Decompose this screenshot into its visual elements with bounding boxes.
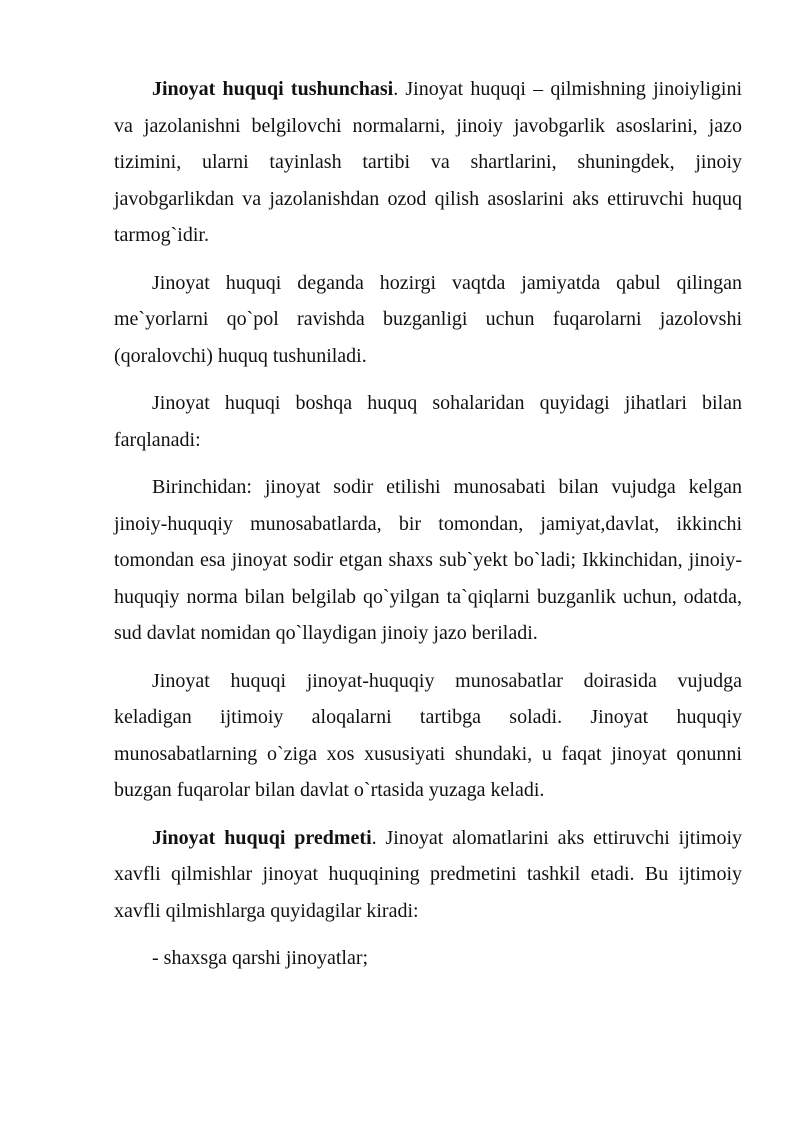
- section-heading-subject: Jinoyat huquqi predmeti: [152, 826, 372, 849]
- paragraph-text: Jinoyat huquqi deganda hozirgi vaqtda jamiyatda qabul qilingan me`yorlarni qo`pol ravishda buzganligi uchun fuqarolarni jazolovshi (qoralovchi) huquq tushuniladi.: [114, 271, 742, 367]
- list-item: [114, 940, 742, 977]
- section-heading-concept: Jinoyat huquqi tushunchasi: [152, 78, 394, 100]
- paragraph-relations: [114, 663, 742, 809]
- document-page: [114, 71, 742, 988]
- paragraph-text: . Jinoyat alomatlarini aks ettiruvchi ijtimoiy xavfli qilmishlar jinoyat huquqining predmetini tashkil etadi. Bu ijtimoiy xavfli qilmishlarga quyidagilar kiradi:: [114, 826, 743, 922]
- paragraph-definition: [114, 71, 742, 254]
- paragraph-meaning: [114, 265, 742, 375]
- paragraph-text: Jinoyat huquqi boshqa huquq sohalaridan quyidagi jihatlari bilan farqlanadi:: [114, 392, 742, 451]
- paragraph-subject: [114, 820, 742, 930]
- paragraph-first-second: [114, 469, 742, 652]
- paragraph-text: . Jinoyat huquqi – qilmishning jinoiyligini va jazolanishni belgilovchi normalarni, jinoiy javobgarlik asoslarini, jazo tizimini, ularni tayinlash tartibi va shartlarini, shuningdek, jinoiy javobgarlikdan va jazolanishdan ozod qilish asoslarini aks ettiruvchi huquq tarmog`idir.: [114, 78, 743, 246]
- paragraph-differences-intro: [114, 385, 742, 458]
- paragraph-text: Birinchidan: jinoyat sodir etilishi munosabati bilan vujudga kelgan jinoiy-huquqiy munosabatlarda, bir tomondan, jamiyat,davlat, ikkinchi tomondan esa jinoyat sodir etgan shaxs sub`yekt bo`ladi; Ikkinchidan, jinoiy-huquqiy norma bilan belgilab qo`yilgan ta`qiqlarni buzganlik uchun, odatda, sud davlat nomidan qo`llaydigan jinoiy jazo beriladi.: [114, 476, 742, 644]
- list-item-text: - shaxsga qarshi jinoyatlar;: [152, 947, 369, 969]
- paragraph-text: Jinoyat huquqi jinoyat-huquqiy munosabatlar doirasida vujudga keladigan ijtimoiy aloqalarni tartibga soladi. Jinoyat huquqiy munosabatlarning o`ziga xos xususiyati shundaki, u faqat jinoyat qonunni buzgan fuqarolar bilan davlat o`rtasida yuzaga keladi.: [114, 669, 742, 801]
